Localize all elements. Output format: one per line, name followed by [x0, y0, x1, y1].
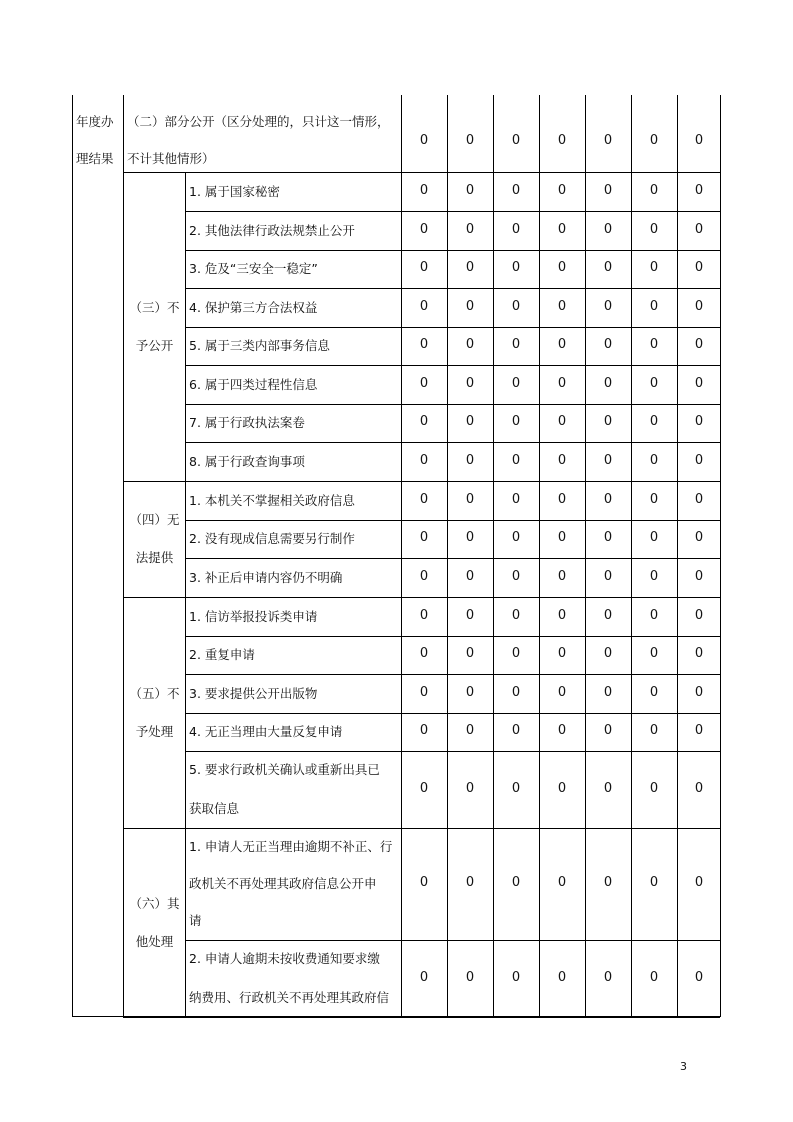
- count-cell: 0: [511, 684, 521, 700]
- count-cell: 0: [557, 337, 567, 352]
- row-label: 3. 危及“三安全一稳定”: [189, 261, 318, 276]
- column-divider: [401, 95, 402, 1017]
- count-cell: 0: [649, 133, 659, 148]
- table-border-left: [72, 95, 73, 1017]
- count-cell: 0: [649, 260, 659, 275]
- count-cell: 0: [511, 780, 521, 796]
- count-cell: 0: [419, 607, 429, 623]
- count-cell: 0: [649, 182, 659, 198]
- row-divider: [185, 211, 720, 212]
- group-label-line2: 法提供: [135, 550, 174, 565]
- count-cell: 0: [557, 568, 567, 584]
- count-cell: 0: [649, 875, 659, 890]
- count-cell: 0: [465, 337, 475, 352]
- row-label: 7. 属于行政执法案卷: [189, 415, 305, 430]
- count-cell: 0: [649, 723, 659, 738]
- count-cell: 0: [557, 452, 567, 468]
- row-label: 4. 无正当理由大量反复申请: [189, 724, 343, 739]
- count-cell: 0: [694, 182, 704, 198]
- count-cell: 0: [694, 607, 704, 623]
- group-label-line2: 予处理: [135, 723, 174, 739]
- count-cell: 0: [557, 969, 567, 985]
- count-cell: 0: [603, 646, 613, 661]
- count-cell: 0: [511, 646, 521, 661]
- count-cell: 0: [511, 530, 521, 545]
- count-cell: 0: [465, 260, 475, 275]
- count-cell: 0: [603, 133, 613, 148]
- count-cell: 0: [557, 723, 567, 738]
- count-cell: 0: [511, 260, 521, 275]
- column-divider: [585, 95, 586, 1017]
- row-divider: [185, 404, 720, 405]
- count-cell: 0: [511, 298, 521, 314]
- count-cell: 0: [419, 133, 429, 148]
- row-label: 政机关不再处理其政府信息公开申: [189, 876, 377, 891]
- count-cell: 0: [465, 607, 475, 623]
- count-cell: 0: [649, 780, 659, 796]
- count-cell: 0: [603, 298, 613, 314]
- count-cell: 0: [603, 260, 613, 275]
- row-divider: [185, 520, 720, 521]
- count-cell: 0: [511, 133, 521, 148]
- count-cell: 0: [465, 182, 475, 198]
- count-cell: 0: [465, 723, 475, 738]
- row-divider: [123, 481, 720, 482]
- row-label: 8. 属于行政查询事项: [189, 453, 305, 469]
- count-cell: 0: [419, 298, 429, 314]
- count-cell: 0: [557, 780, 567, 796]
- count-cell: 0: [419, 221, 429, 237]
- count-cell: 0: [511, 182, 521, 198]
- count-cell: 0: [419, 723, 429, 738]
- row-label: 1. 本机关不掌握相关政府信息: [189, 492, 355, 508]
- row-divider: [185, 442, 720, 443]
- row-divider: [185, 713, 720, 714]
- count-cell: 0: [603, 723, 613, 738]
- count-cell: 0: [419, 969, 429, 985]
- count-cell: 0: [419, 182, 429, 198]
- group-label-line2: 他处理: [135, 933, 174, 949]
- row-label: 请: [189, 913, 202, 929]
- count-cell: 0: [603, 375, 613, 391]
- row-label: 2. 重复申请: [189, 647, 255, 662]
- count-cell: 0: [557, 491, 567, 507]
- count-cell: 0: [603, 452, 613, 468]
- column-divider: [185, 172, 186, 1017]
- count-cell: 0: [694, 375, 704, 391]
- count-cell: 0: [694, 260, 704, 275]
- row-label: 3. 要求提供公开出版物: [189, 685, 318, 701]
- count-cell: 0: [649, 646, 659, 661]
- count-cell: 0: [603, 780, 613, 796]
- count-cell: 0: [694, 684, 704, 700]
- row-label: 5. 属于三类内部事务信息: [189, 338, 330, 353]
- row-divider: [123, 597, 720, 598]
- count-cell: 0: [419, 260, 429, 275]
- count-cell: 0: [419, 337, 429, 352]
- count-cell: 0: [694, 452, 704, 468]
- row-divider: [185, 558, 720, 559]
- count-cell: 0: [603, 337, 613, 352]
- row-divider: [185, 674, 720, 675]
- column-divider: [493, 95, 494, 1017]
- group-label-line1: （三）不: [129, 299, 180, 315]
- count-cell: 0: [465, 969, 475, 985]
- count-cell: 0: [557, 221, 567, 237]
- row-divider: [185, 636, 720, 637]
- count-cell: 0: [511, 969, 521, 985]
- outer-label-line1: 年度办: [76, 114, 114, 129]
- row-divider: [123, 172, 720, 173]
- column-divider: [539, 95, 540, 1017]
- count-cell: 0: [649, 607, 659, 623]
- count-cell: 0: [419, 375, 429, 391]
- count-cell: 0: [419, 684, 429, 700]
- count-cell: 0: [419, 646, 429, 661]
- count-cell: 0: [511, 607, 521, 623]
- row-divider: [123, 828, 720, 829]
- count-cell: 0: [465, 780, 475, 796]
- count-cell: 0: [603, 182, 613, 198]
- count-cell: 0: [557, 684, 567, 700]
- row-divider: [185, 365, 720, 366]
- outer-label-line2: 理结果: [76, 151, 114, 166]
- count-cell: 0: [603, 530, 613, 545]
- count-cell: 0: [557, 414, 567, 429]
- count-cell: 0: [603, 568, 613, 584]
- count-cell: 0: [603, 414, 613, 429]
- count-cell: 0: [557, 875, 567, 890]
- count-cell: 0: [649, 414, 659, 429]
- partial-label-line1: （二）部分公开（区分处理的，只计这一情形，: [127, 114, 390, 129]
- row-label: 1. 申请人无正当理由逾期不补正、行: [189, 838, 393, 854]
- count-cell: 0: [557, 182, 567, 198]
- count-cell: 0: [649, 221, 659, 237]
- row-label: 4. 保护第三方合法权益: [189, 299, 318, 315]
- count-cell: 0: [603, 684, 613, 700]
- group-label-line2: 予公开: [135, 337, 174, 353]
- count-cell: 0: [603, 969, 613, 985]
- count-cell: 0: [557, 298, 567, 314]
- count-cell: 0: [511, 875, 521, 890]
- count-cell: 0: [465, 646, 475, 661]
- count-cell: 0: [694, 414, 704, 429]
- row-label: 3. 补正后申请内容仍不明确: [189, 569, 343, 585]
- count-cell: 0: [465, 491, 475, 507]
- count-cell: 0: [465, 875, 475, 890]
- row-label: 获取信息: [189, 800, 240, 816]
- group-label-line1: （四）无: [129, 512, 180, 527]
- page-number: 3: [680, 1060, 687, 1073]
- count-cell: 0: [649, 375, 659, 391]
- group-label-line1: （五）不: [129, 685, 180, 701]
- count-cell: 0: [511, 337, 521, 352]
- count-cell: 0: [649, 298, 659, 314]
- count-cell: 0: [511, 221, 521, 237]
- count-cell: 0: [603, 875, 613, 890]
- count-cell: 0: [694, 969, 704, 985]
- column-divider: [447, 95, 448, 1017]
- row-label: 5. 要求行政机关确认或重新出具已: [189, 762, 380, 778]
- count-cell: 0: [419, 568, 429, 584]
- count-cell: 0: [511, 414, 521, 429]
- row-divider: [185, 250, 720, 251]
- row-divider: [185, 751, 720, 752]
- table-border-right: [720, 95, 721, 1017]
- count-cell: 0: [694, 875, 704, 890]
- count-cell: 0: [694, 530, 704, 545]
- count-cell: 0: [694, 780, 704, 796]
- count-cell: 0: [465, 298, 475, 314]
- count-cell: 0: [465, 414, 475, 429]
- count-cell: 0: [694, 723, 704, 738]
- row-label: 2. 申请人逾期未按收费通知要求缴: [189, 951, 380, 967]
- count-cell: 0: [694, 133, 704, 148]
- count-cell: 0: [465, 221, 475, 237]
- count-cell: 0: [511, 723, 521, 738]
- count-cell: 0: [419, 780, 429, 796]
- count-cell: 0: [649, 452, 659, 468]
- count-cell: 0: [557, 260, 567, 275]
- count-cell: 0: [694, 337, 704, 352]
- row-label: 1. 信访举报投诉类申请: [189, 608, 318, 624]
- count-cell: 0: [603, 607, 613, 623]
- count-cell: 0: [649, 530, 659, 545]
- count-cell: 0: [694, 221, 704, 237]
- row-divider: [185, 940, 720, 941]
- count-cell: 0: [465, 684, 475, 700]
- count-cell: 0: [465, 452, 475, 468]
- count-cell: 0: [511, 452, 521, 468]
- column-divider: [677, 95, 678, 1017]
- count-cell: 0: [511, 491, 521, 507]
- row-label: 6. 属于四类过程性信息: [189, 376, 318, 392]
- count-cell: 0: [419, 452, 429, 468]
- row-divider: [185, 327, 720, 328]
- row-divider: [185, 288, 720, 289]
- count-cell: 0: [419, 491, 429, 507]
- count-cell: 0: [419, 875, 429, 890]
- disposal-results-table: [72, 95, 720, 1017]
- count-cell: 0: [465, 133, 475, 148]
- count-cell: 0: [557, 646, 567, 661]
- count-cell: 0: [419, 530, 429, 545]
- row-label: 2. 没有现成信息需要另行制作: [189, 531, 355, 546]
- row-label: 2. 其他法律行政法规禁止公开: [189, 222, 355, 238]
- count-cell: 0: [603, 221, 613, 237]
- count-cell: 0: [694, 491, 704, 507]
- count-cell: 0: [557, 133, 567, 148]
- count-cell: 0: [603, 491, 613, 507]
- count-cell: 0: [465, 375, 475, 391]
- count-cell: 0: [465, 568, 475, 584]
- count-cell: 0: [557, 375, 567, 391]
- count-cell: 0: [649, 568, 659, 584]
- count-cell: 0: [649, 969, 659, 985]
- count-cell: 0: [694, 568, 704, 584]
- count-cell: 0: [694, 646, 704, 661]
- count-cell: 0: [649, 337, 659, 352]
- group-label-line1: （六）其: [129, 895, 180, 911]
- count-cell: 0: [511, 375, 521, 391]
- count-cell: 0: [649, 684, 659, 700]
- row-label: 纳费用、行政机关不再处理其政府信: [189, 989, 390, 1005]
- partial-label-line2: 不计其他情形）: [127, 151, 215, 166]
- count-cell: 0: [694, 298, 704, 314]
- row-label: 1. 属于国家秘密: [189, 183, 280, 199]
- count-cell: 0: [419, 414, 429, 429]
- count-cell: 0: [465, 530, 475, 545]
- count-cell: 0: [557, 607, 567, 623]
- count-cell: 0: [557, 530, 567, 545]
- count-cell: 0: [649, 491, 659, 507]
- count-cell: 0: [511, 568, 521, 584]
- row-divider: [123, 1017, 720, 1018]
- column-divider: [631, 95, 632, 1017]
